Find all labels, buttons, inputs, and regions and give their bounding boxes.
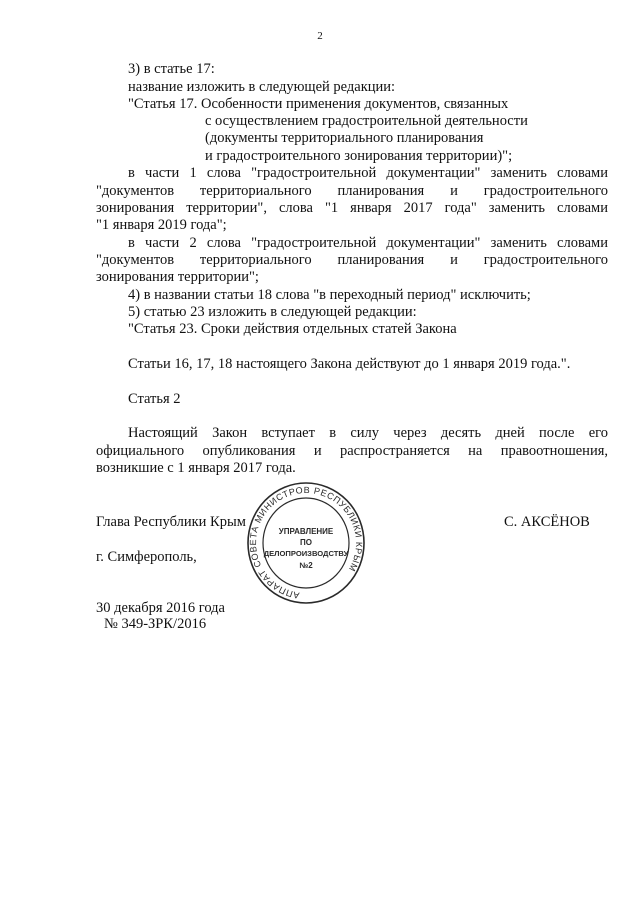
quoted-article-17-title: "Статья 17. Особенности применения документов, связанных	[128, 96, 509, 112]
quoted-article-17-title: и градостроительного зонирования территории)";	[205, 148, 513, 164]
amendment-text: зонирования территории";	[96, 269, 259, 285]
signatory-name: С. АКСЁНОВ	[504, 514, 590, 530]
amendment-item-5: 5) статью 23 изложить в следующей редакции:	[128, 304, 417, 320]
amendment-text: в части 1 слова "градостроительной документации" заменить словами	[128, 165, 608, 181]
amendment-text: зонирования территории", слова "1 января 2017 года" заменить словами	[96, 200, 608, 216]
amendment-text: название изложить в следующей редакции:	[128, 79, 396, 95]
amendment-text: "документов территориального планирования и градостроительного	[96, 252, 608, 268]
stamp-line-3: ДЕЛОПРОИЗВОДСТВУ	[263, 549, 349, 558]
quoted-article-23-title: "Статья 23. Сроки действия отдельных статей Закона	[128, 321, 457, 337]
quoted-article-17-title: с осуществлением градостроительной деятельности	[205, 113, 528, 129]
article-2-heading: Статья 2	[128, 391, 181, 407]
article-2-text: возникшие с 1 января 2017 года.	[96, 460, 296, 476]
law-number: № 349-ЗРК/2016	[104, 616, 207, 632]
quoted-article-17-title: (документы территориального планирования	[205, 130, 484, 146]
amendment-item-3: 3) в статье 17:	[128, 61, 215, 77]
signing-date: 30 декабря 2016 года	[96, 600, 225, 616]
stamp-outer-text: АППАРАТ СОВЕТА МИНИСТРОВ РЕСПУБЛИКИ КРЫМ	[247, 484, 365, 601]
amendment-text: "1 января 2019 года";	[96, 217, 227, 233]
quoted-article-23-text: Статьи 16, 17, 18 настоящего Закона действуют до 1 января 2019 года.".	[128, 356, 571, 372]
stamp-line-4: №2	[299, 561, 313, 570]
article-2-text: Настоящий Закон вступает в силу через десять дней после его	[128, 425, 608, 441]
page-number: 2	[317, 30, 323, 42]
stamp-line-1: УПРАВЛЕНИЕ	[278, 527, 334, 536]
article-2-text: официального опубликования и распространяется на правоотношения,	[96, 443, 608, 459]
amendment-text: "документов территориального планирования и градостроительного	[96, 183, 608, 199]
stamp-line-2: ПО	[300, 538, 312, 547]
signing-place: г. Симферополь,	[96, 549, 197, 565]
signatory-position: Глава Республики Крым	[96, 514, 246, 530]
amendment-text: в части 2 слова "градостроительной документации" заменить словами	[128, 235, 608, 251]
amendment-item-4: 4) в названии статьи 18 слова "в переходный период" исключить;	[128, 287, 531, 303]
official-stamp	[246, 481, 366, 605]
